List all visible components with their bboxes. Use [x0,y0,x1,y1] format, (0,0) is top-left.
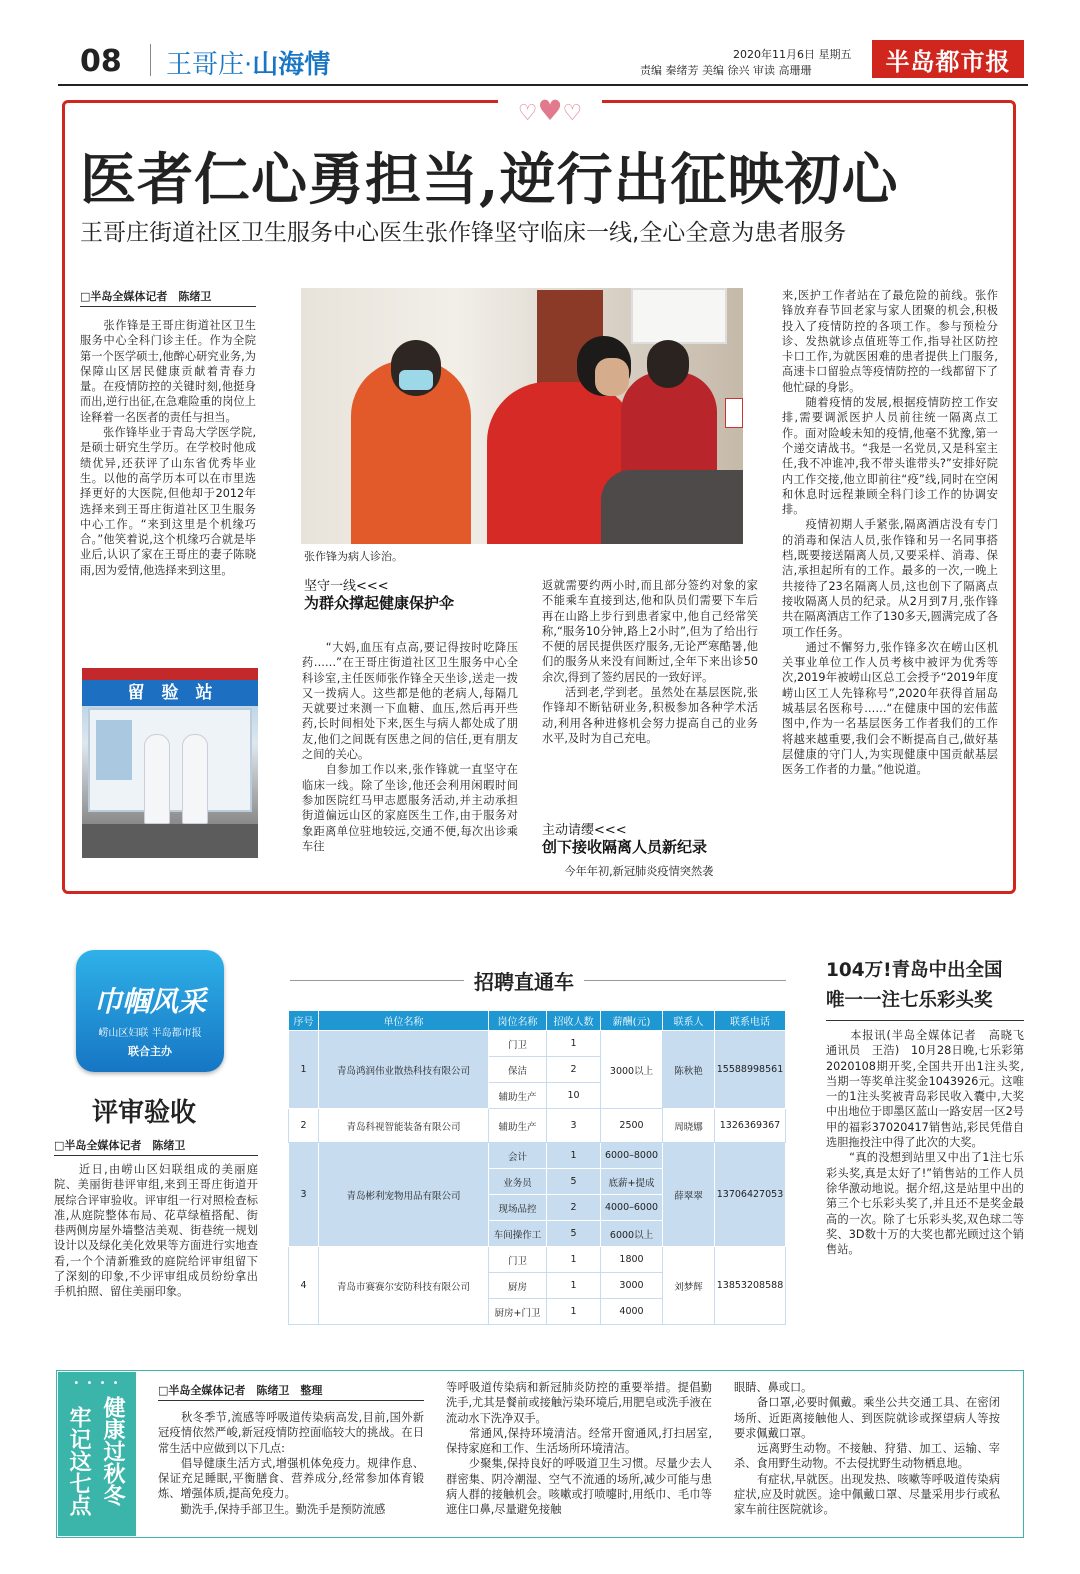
review-byline: □半岛全媒体记者 陈绪卫 [54,1137,258,1156]
paper-logo-text: 半岛都市报 [885,46,1011,76]
cell-contact: 周晓娜 [663,1109,715,1143]
cell-no: 4 [289,1247,319,1325]
section-title-b: 山海情 [252,50,331,80]
cell-job: 门卫 [489,1031,547,1057]
recruit-table-wrap [288,1010,786,1344]
cell-job: 业务员 [489,1169,547,1195]
issue-date: 2020年11月6日 星期五 [733,48,852,61]
cell-count: 3 [547,1109,601,1143]
subheading-2 [542,822,762,856]
cell-phone: 15588998561 [715,1031,786,1109]
main-subheadline: 王哥庄街道社区卫生服务中心医生张作锋坚守临床一线,全心全意为患者服务 [80,220,847,246]
cell-count: 2 [547,1195,601,1221]
lottery-title-line-1: 104万!青岛中出全国 [826,960,1003,981]
cell-count: 1 [547,1273,601,1299]
main-byline: □半岛全媒体记者 陈绪卫 [80,288,256,307]
cell-phone: 13853208588 [715,1247,786,1325]
col-header: 薪酬(元) [601,1011,663,1031]
col-header: 联系人 [663,1011,715,1031]
badge-title: 巾帼风采 [93,985,206,1018]
heart-icon: ♥ [537,94,563,127]
col-header: 单位名称 [319,1011,489,1031]
booth-roof [82,668,258,680]
cell-job: 辅助生产 [489,1109,547,1143]
health-side-title-1: 健康过秋冬 [100,1396,125,1506]
table-row [289,1109,786,1143]
badge-line-1: 崂山区妇联 半岛都市报 [98,1028,202,1039]
cell-job: 保洁 [489,1057,547,1083]
cell-job: 辅助生产 [489,1083,547,1109]
heart-icon: ♡ [517,101,538,126]
booth-window [96,720,132,780]
cell-no: 2 [289,1109,319,1143]
health-column-2: 等呼吸道传染病和新冠肺炎防控的重要举措。提倡勤洗手,尤其是餐前或接触污染环境后,用肥皂或洗手液在流动水下洗净双手。 常通风,保持环境清洁。经常开窗通风,打扫居室,保持家庭和工作、生活场所环境清洁。 少聚集,保持良好的呼吸道卫生习惯。尽量少去人群密集、阴冷潮湿、空气不流通的场所,减少可能与患病人群的接触机会。咳嗽或打喷嚏时,用纸巾、毛巾等遮住口鼻,尽量避免接触 [446,1381,712,1517]
hearts-ornament [498,94,602,127]
health-column-1: 秋冬季节,流感等呼吸道传染病高发,目前,国外新冠疫情依然严峻,新冠疫情防控面临较大的挑战。在日常生活中应做到以下几点: 倡导健康生活方式,增强机体免疫力。规律作息、保证充足睡眠,平衡膳食、营养成分,经常参加体育锻炼、增强体质,提高免疫力。 勤洗手,保持手部卫生。勤洗手是预防流感 [158,1411,424,1516]
health-column-3: 眼睛、鼻或口。 备口罩,必要时佩戴。乘坐公共交通工具、在密闭场所、近距离接触他人、到医院就诊或探望病人等按要求佩戴口罩。 远离野生动物。不接触、狩猎、加工、运输、宰杀、食用野生动物。不去侵扰野生动物栖息地。 有症状,早就医。出现发热、咳嗽等呼吸道传染病症状,应及时就医。途中佩戴口罩、尽量采用步行或私家车前往医院就诊。 [734,1381,1000,1517]
cell-pay: 2500 [601,1109,663,1143]
col-header: 序号 [289,1011,319,1031]
table-row [289,1143,786,1169]
main-column-2: “大妈,血压有点高,要记得按时吃降压药……”在王哥庄街道社区卫生服务中心全科诊室,主任医师张作锋全天坐诊,送走一拨又一拨病人。这些都是他的老病人,每隔几天就要过来测一下血糖、血压,然后再开些药,长时间相处下来,医生与病人都处成了朋友,他们之间既有医患之间的信任,更有朋友之间的关心。 自参加工作以来,张作锋就一直坚守在临床一线。除了坐诊,他还会利用闲暇时间参加医院红马甲志愿服务活动,并主动承担街道偏远山区的家庭医生工作,由于服务对象距离单位驻地较远,交通不便,每次出诊乘车往 [302,641,518,853]
pavement [82,824,258,858]
cell-pay: 6000以上 [601,1221,663,1247]
cell-company: 青岛彬利宠物用品有限公司 [319,1143,489,1247]
quarantine-booth-photo [82,668,258,858]
lottery-title-line-2: 唯一一注七乐彩头奖 [826,990,993,1011]
health-side-panel [58,1372,136,1536]
col-header: 岗位名称 [489,1011,547,1031]
review-text: 近日,由崂山区妇联组成的美丽庭院、美丽街巷评审组,来到王哥庄街道开展综合评审验收。评审组一行对照检查标准,从庭院整体布局、花草绿植搭配、街巷两侧房屋外墙整洁美观、街巷统一规划设计以及绿化美化效果等方面进行实地查看,一个个清新雅致的庭院给评审组留下了深刻的印象,不少评审组成员纷纷拿出手机拍照、留住美丽印象。 [54,1163,258,1299]
doctor-face [595,358,629,396]
cell-pay: 底薪+提成 [601,1169,663,1195]
cell-count: 1 [547,1247,601,1273]
cell-count: 5 [547,1169,601,1195]
recruit-header-row [289,1011,786,1031]
cell-phone: 13706427053 [715,1143,786,1247]
main-column-4: 来,医护工作者站在了最危险的前线。张作锋放弃春节回老家与家人团聚的机会,积极投入了疫情防控的各项工作。参与预检分诊、发热就诊点值班等工作,指导社区防控卡口工作,为就医困难的患者提供上门服务,高速卡口留验点等疫情防控的一线都留下了他忙碌的身影。 随着疫情的发展,根据疫情防控工作安排,需要调派医护人员前往统一隔离点工作。面对险峻未知的疫情,他毫不犹豫,第一个递交请战书。“我是一名党员,又是科室主任,我不冲谁冲,我不带头谁带头?”安排好院内工作交接,他立即前往“疫”线,同时在空闲和休息时远程兼顾全科门诊工作的协调安排。 疫情初期人手紧张,隔离酒店没有专门的消毒和保洁人员,张作锋和另一名同事搭档,既要接送隔离人员,又要采样、消毒、保洁,承担起所有的工作。最多的一次,一晚上共接待了23名隔离人员,这也创下了隔离点接收隔离人员的纪录。从2月到7月,张作锋共在隔离酒店工作了130多天,圆满完成了各项工作任务。 通过不懈努力,张作锋多次在崂山区机关事业单位工作人员考核中被评为优秀等次,2019年被崂山区总工会授予“2019年度崂山区工人先锋称号”,2020年获得首届岛城基层名医称号……“在健康中国的宏伟蓝图中,作为一名基层医务工作者我们的工作将越来越重要,我们会不断提高自己,做好基层健康的守门人,为实现健康中国贡献基层医务工作者的力量。”他说道。 [782,289,998,777]
cell-no: 1 [289,1031,319,1109]
cell-phone: 1326369367 [715,1109,786,1143]
patient [601,470,743,544]
cell-job: 厨房+门卫 [489,1299,547,1325]
lottery-text: 本报讯(半岛全媒体记者 高晓飞 通讯员 王浩) 10月28日晚,七乐彩第2020108期开奖,全国共开出1注头奖,当期一等奖单注奖金1043926元。这唯一的1注头奖被青岛彩民收入囊中,大奖中出地位于即墨区蓝山一路安居一区2号甲的福彩37020417销售站,彩民凭借自选胆拖投注中得了此次的大奖。 “真的没想到站里又中出了1注七乐彩头奖,真是太好了!”销售站的工作人员徐华激动地说。据介绍,这是站里中出的第三个七乐彩头奖了,并且还不是奖金最高的一次。除了七乐彩头奖,双色球二等奖、3D数十万的大奖也都光顾过这个销售站。 [826,1029,1024,1257]
header-divider [150,44,151,76]
heart-icon: ♡ [562,101,583,126]
table-row [289,1031,786,1057]
lottery-rule [826,1020,1024,1021]
cell-job: 门卫 [489,1247,547,1273]
section-title [166,44,330,81]
cell-no: 3 [289,1143,319,1247]
paper-logo [872,40,1024,78]
cell-job: 会计 [489,1143,547,1169]
review-title: 评审验收 [92,1098,197,1128]
calendar [725,398,743,428]
cell-contact: 刘梦辉 [663,1247,715,1325]
cell-count: 2 [547,1057,601,1083]
assistant-head [647,340,689,388]
section-title-a: 王哥庄· [166,50,253,80]
subheading-1-title: 为群众撑起健康保护伞 [304,594,455,612]
cell-company: 青岛科视智能装备有限公司 [319,1109,489,1143]
nurse-mask [399,370,433,390]
main-headline: 医者仁心勇担当,逆行出征映初心 [80,147,899,213]
recruit-title: 招聘直通车 [464,966,584,995]
recruit-table [288,1010,786,1325]
cell-count: 5 [547,1221,601,1247]
cell-company: 青岛市赛赛尔安防科技有限公司 [319,1247,489,1325]
cell-pay: 4000–6000 [601,1195,663,1221]
photo-caption: 张作锋为病人诊治。 [304,550,403,563]
cell-pay: 4000 [601,1299,663,1325]
page-header [0,0,1080,95]
subheading-2-kicker: 主动请缨<<< [542,823,627,838]
cell-pay: 3000以上 [601,1031,663,1109]
cell-contact: 薛翠翠 [663,1143,715,1247]
badge-line-2: 联合主办 [128,1045,172,1058]
cell-pay: 6000–8000 [601,1143,663,1169]
cell-count: 1 [547,1031,601,1057]
main-column-3: 返就需要约两小时,而且部分签约对象的家不能乘车直接到达,他和队员们需要下车后再在山路上步行到患者家中,他自己经常笑称,“服务10分钟,路上2小时”,但为了给出行不便的居民提供医疗服务,无论严寒酷暑,他们的服务从来没有间断过,全年下来出诊50余次,得到了签约居民的一致好评。 活到老,学到老。虽然处在基层医院,张作锋却不断钻研业务,积极参加各种学术活动,利用各种进修机会努力提高自己的业务水平,及时为自己充电。 [542,579,758,745]
col-header: 招收人数 [547,1011,601,1031]
cell-job: 厨房 [489,1273,547,1299]
cell-count: 1 [547,1143,601,1169]
cell-job: 车间操作工 [489,1221,547,1247]
health-side-title-2: 牢记这七点 [66,1406,91,1516]
subheading-1-kicker: 坚守一线<<< [304,579,389,594]
health-dots: • • • • [73,1378,121,1389]
booth-sign [82,680,258,706]
subheading-1 [304,578,524,612]
header-rule [58,84,1028,86]
booth-sign-text: 留 验 站 [127,683,213,703]
editor-credits: 责编 秦绪芳 美编 徐兴 审读 高珊珊 [640,64,812,77]
cell-company: 青岛鸿润伟业散热科技有限公司 [319,1031,489,1109]
main-column-1: 张作锋是王哥庄街道社区卫生服务中心全科门诊主任。作为全院第一个医学硕士,他醉心研究业务,为保障山区居民健康贡献着青春力量。在疫情防控的关键时刻,他挺身而出,逆行出征,在急难险重的岗位上诠释着一名医者的责任与担当。 张作锋毕业于青岛大学医学院,是硕士研究生学历。在学校时他成绩优异,还获评了山东省优秀毕业生。以他的高学历本可以在市里选择更好的大医院,但他却于2012年选择来到王哥庄街道社区卫生服务中心工作。“来到这里是个机缘巧合。”他笑着说,这个机缘巧合就是毕业后,认识了家在王哥庄的妻子陈晓雨,因为爱情,他选择来到这里。 [80,319,256,577]
table-row [289,1247,786,1273]
lottery-title [826,956,1026,1016]
main-column-3b: 今年年初,新冠肺炎疫情突然袭 [542,865,714,878]
page-number: 08 [80,44,122,79]
women-feature-badge [76,950,224,1072]
col-header: 联系电话 [715,1011,786,1031]
cell-job: 现场品控 [489,1195,547,1221]
cell-pay: 1800 [601,1247,663,1273]
cell-count: 1 [547,1299,601,1325]
doctor-photo [301,288,743,544]
medic-figure [182,734,208,824]
cell-count: 10 [547,1083,601,1109]
health-byline: □半岛全媒体记者 陈绪卫 整理 [158,1382,424,1401]
cell-contact: 陈秋艳 [663,1031,715,1109]
cell-pay: 3000 [601,1273,663,1299]
medic-figure [144,734,170,824]
window-blind [631,288,727,344]
subheading-2-title: 创下接收隔离人员新纪录 [542,838,708,856]
